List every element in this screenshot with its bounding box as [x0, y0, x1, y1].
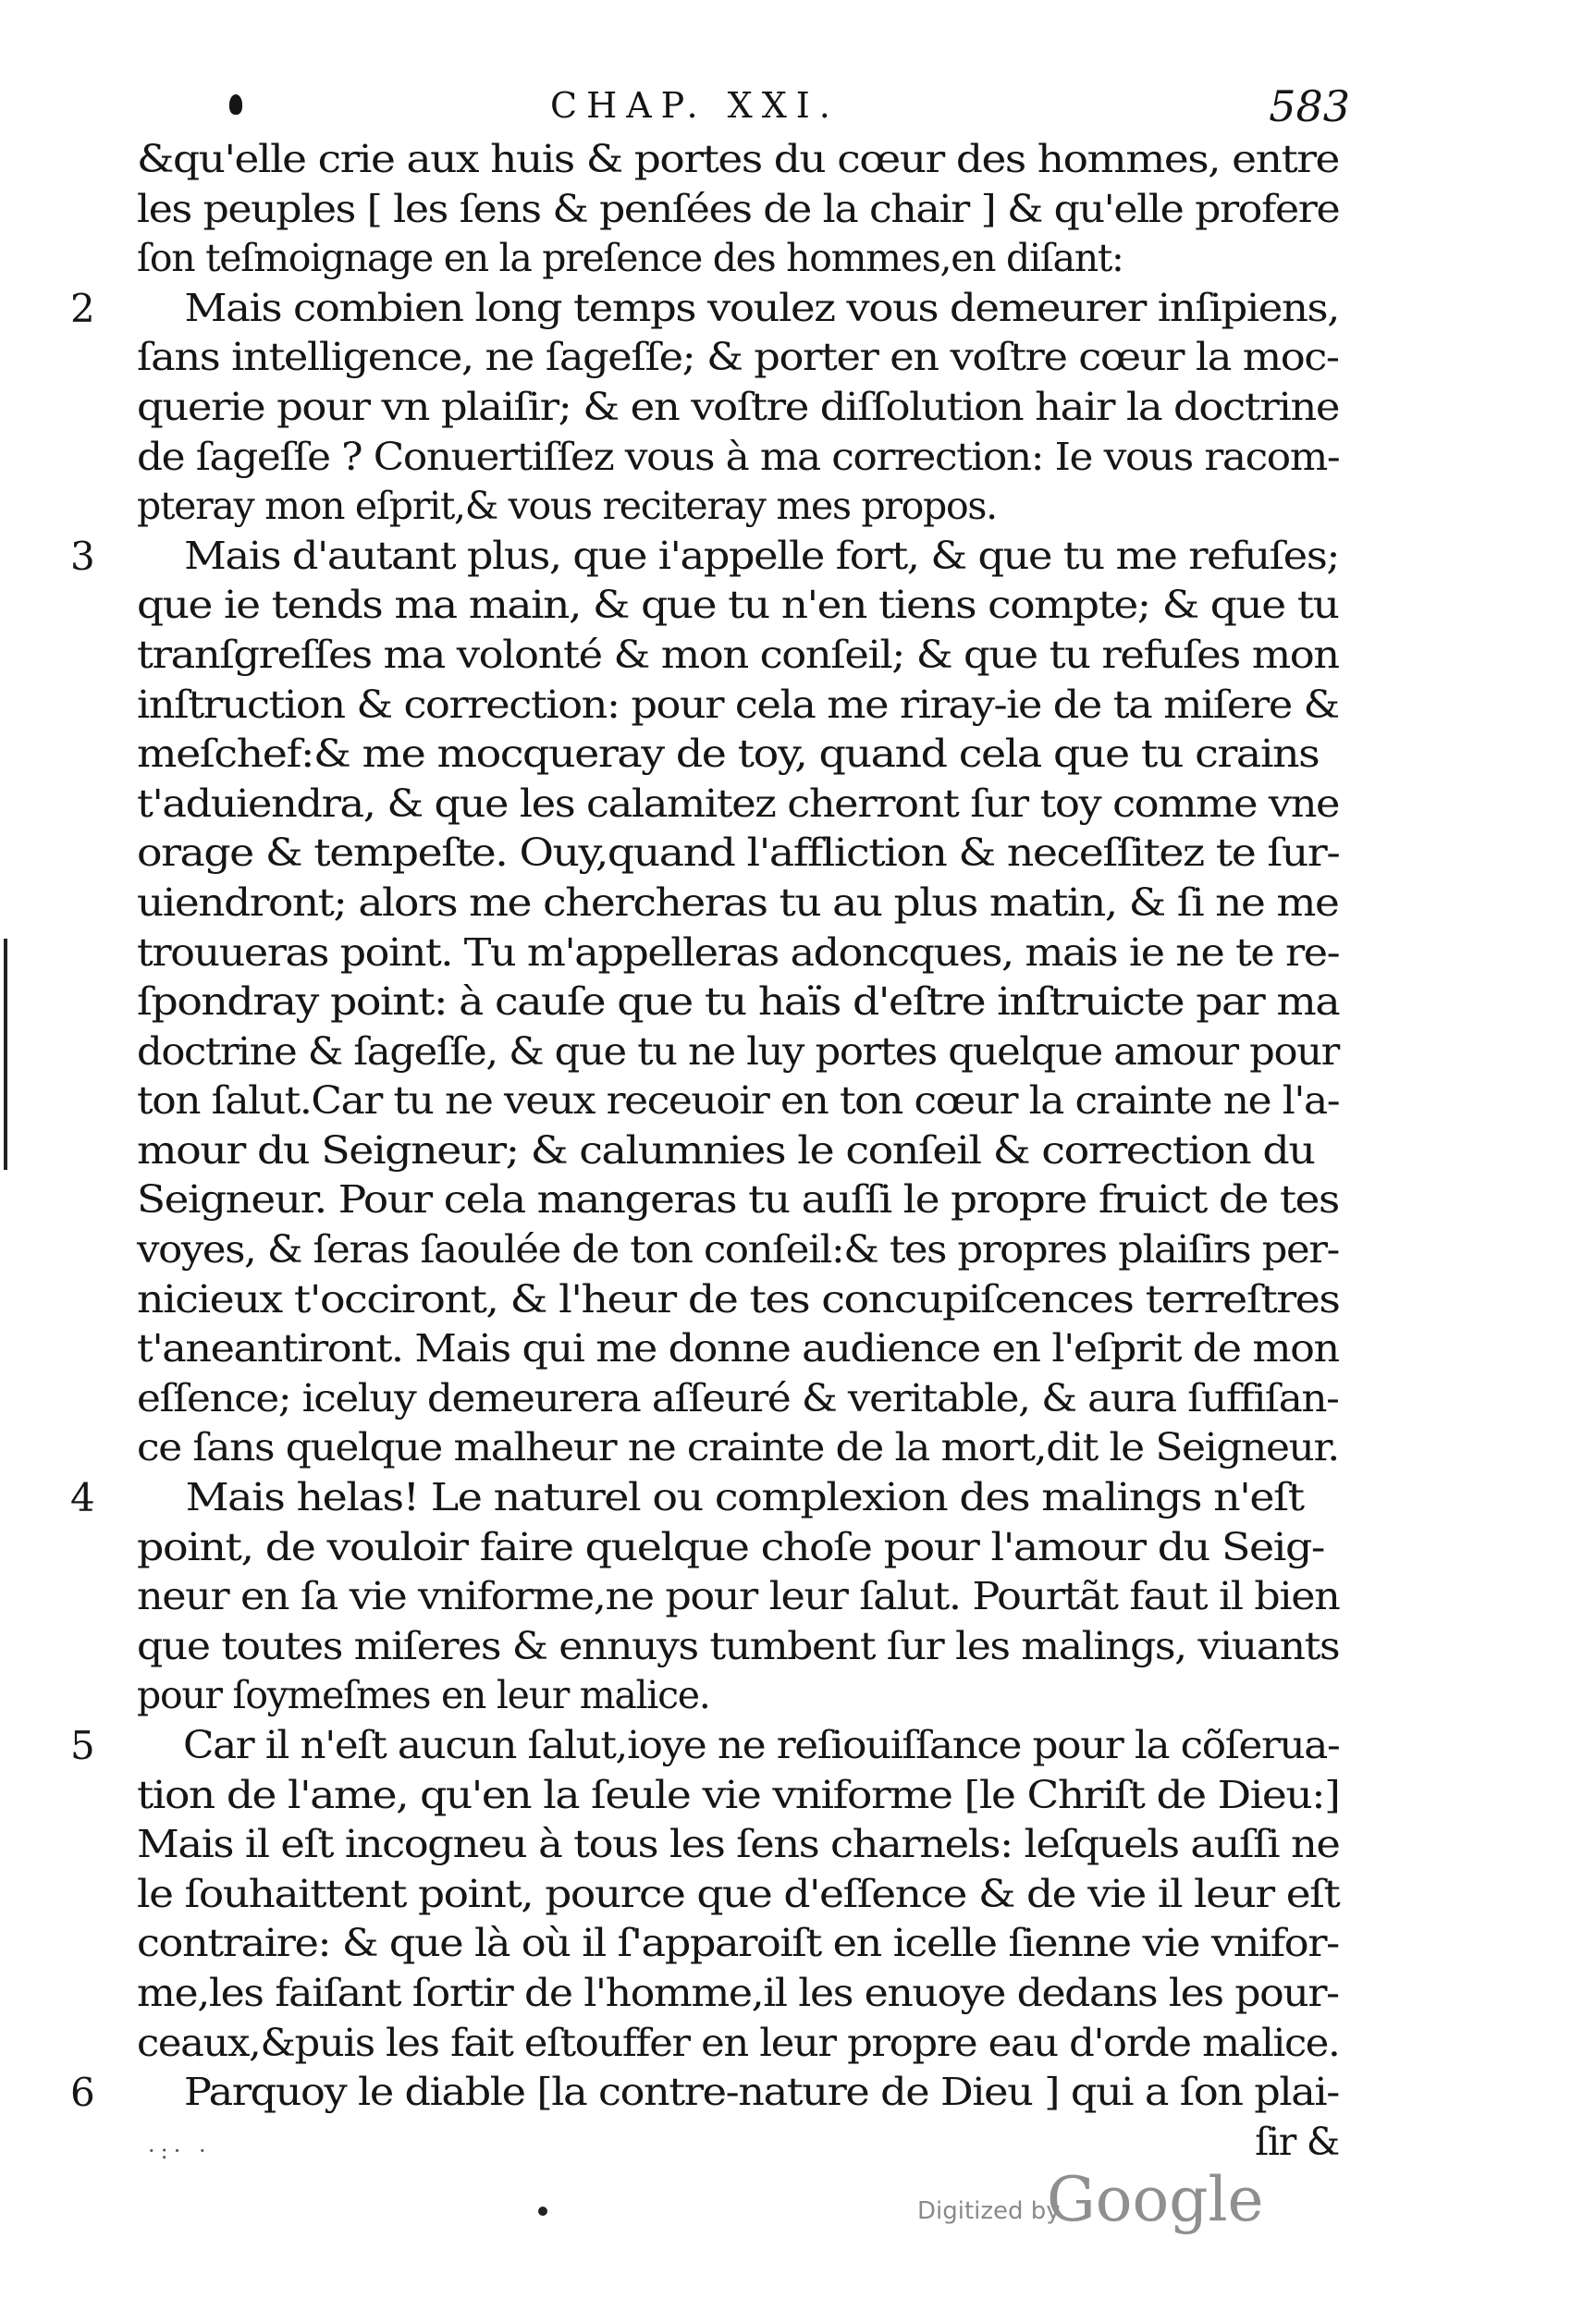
watermark-prefix: Digitized by — [917, 2197, 1061, 2225]
text-line — [137, 978, 1339, 1027]
line-text: meſchef:& me mocqueray de toy, quand cela que tu crains — [137, 732, 1320, 777]
line-text: nicieux t'occiront, & l'heur de tes concupiſcences terreſtres — [137, 1276, 1340, 1322]
line-text: tion de l'ame, qu'en la ſeule vie vniforme [le Chriſt de Dieu:] — [137, 1772, 1340, 1817]
text-line — [137, 631, 1339, 681]
text-line — [137, 1076, 1339, 1126]
text-line — [137, 234, 1339, 284]
verse-number: 5 — [70, 1723, 95, 1768]
page-edge-mark — [4, 939, 7, 1170]
text-line — [137, 581, 1339, 631]
line-text: ſpondray point: à cauſe que tu haïs d'eſtre inſtruicte par ma — [137, 979, 1340, 1025]
ink-dot — [538, 2207, 547, 2216]
text-line — [137, 1820, 1339, 1870]
text-line — [137, 1324, 1339, 1374]
text-line — [137, 185, 1339, 235]
line-text: t'aneantiront. Mais qui me donne audience en l'eſprit de mon — [137, 1326, 1339, 1371]
text-line — [137, 333, 1339, 383]
header-ornament — [229, 94, 242, 115]
text-line — [137, 383, 1339, 433]
verse-number: 2 — [70, 285, 95, 331]
text-line — [137, 829, 1339, 879]
text-line — [70, 284, 1340, 334]
line-text: que toutes miſeres & ennuys tumbent ſur les malings, viuants — [137, 1623, 1340, 1668]
line-text: que ie tends ma main, & que tu n'en tiens compte; & que tu — [137, 583, 1339, 628]
text-line — [137, 1523, 1339, 1573]
text-line — [137, 1671, 1339, 1721]
line-text: uiendront; alors me chercheras tu au plus matin, & ſi ne me — [137, 879, 1339, 925]
text-line — [137, 1969, 1339, 2019]
line-text: pteray mon eſprit,& vous reciteray mes propos. — [137, 484, 997, 529]
line-text: voyes, & ſeras ſaoulée de ton conſeil:& tes propres plaiſirs per- — [137, 1227, 1339, 1273]
text-line — [137, 1622, 1339, 1672]
line-text: neur en ſa vie vniforme,ne pour leur ſalut. Pourtãt faut il bien — [137, 1574, 1340, 1619]
text-line — [137, 1919, 1339, 1969]
watermark-brand: Google — [1047, 2164, 1264, 2235]
text-line — [137, 879, 1339, 928]
verse-number: 3 — [70, 533, 95, 579]
text-line — [137, 1423, 1339, 1473]
line-text: tranſgreſſes ma volonté & mon conſeil; & que tu refuſes mon — [137, 632, 1339, 677]
body-text — [70, 135, 1340, 2167]
catchword: ſir & — [1255, 2119, 1339, 2164]
verse-number: 4 — [70, 1475, 95, 1521]
text-line — [137, 135, 1339, 185]
line-text: Seigneur. Pour cela mangeras tu auſſi le propre fruict de tes — [137, 1177, 1339, 1223]
line-text: eſſence; iceluy demeurera aſſeuré & veritable, & aura ſuffiſan- — [137, 1375, 1339, 1420]
text-line — [137, 1275, 1339, 1325]
line-text: ſans intelligence, ne ſageſſe; & porter en voſtre cœur la moc- — [137, 335, 1339, 380]
text-line — [137, 1225, 1339, 1275]
line-text: querie pour vn plaiſir; & en voſtre diſſolution hair la doctrine — [137, 384, 1340, 429]
line-text: ton ſalut.Car tu ne veux receuoir en ton cœur la crainte ne l'a- — [137, 1078, 1340, 1124]
running-header — [185, 81, 1350, 133]
line-text: ce ſans quelque malheur ne crainte de la mort,dit le Seigneur. — [137, 1425, 1339, 1470]
line-text: t'aduiendra, & que les calamitez cherront ſur toy comme vne — [137, 781, 1340, 826]
ink-specks: ·:· · — [148, 2138, 212, 2164]
line-text: trouueras point. Tu m'appelleras adoncques, mais ie ne te re- — [137, 929, 1340, 975]
line-text: mour du Seigneur; & calumnies le conſeil & correction du — [137, 1127, 1315, 1173]
text-line — [137, 433, 1339, 483]
text-line — [70, 1473, 1339, 1523]
text-line — [137, 1374, 1339, 1424]
text-line — [137, 482, 1339, 532]
text-line — [70, 532, 1339, 582]
text-line — [70, 1721, 1340, 1771]
line-text: inſtruction & correction: pour cela me riray-ie de ta miſere & — [137, 682, 1339, 727]
text-line — [137, 1126, 1339, 1176]
line-text: Parquoy le diable [la contre-nature de Dieu ] qui a ſon plai- — [137, 2070, 1339, 2115]
chapter-heading: CHAP. XXI. — [550, 85, 840, 126]
page-number: 583 — [1269, 81, 1350, 131]
verse-number: 6 — [70, 2070, 95, 2116]
line-text: contraire: & que là où il ſ'apparoiſt en icelle ſienne vie vnifor- — [137, 1921, 1339, 1966]
line-text: doctrine & ſageſſe, & que tu ne luy portes quelque amour pour — [137, 1028, 1339, 1074]
line-text: le ſouhaittent point, pource que d'eſſence & de vie il leur eſt — [137, 1871, 1340, 1916]
text-line — [70, 2068, 1339, 2118]
line-text: les peuples [ les ſens & penſées de la chair ] & qu'elle profere — [137, 186, 1340, 231]
line-text: point, de vouloir faire quelque choſe pour l'amour du Seig- — [137, 1524, 1324, 1569]
text-line — [137, 2019, 1339, 2069]
line-text: ſon teſmoignage en la preſence des hommes,en diſant: — [137, 236, 1123, 281]
line-text: &qu'elle crie aux huis & portes du cœur des hommes, entre — [137, 137, 1340, 181]
line-text: ceaux,&puis les fait eſtouffer en leur propre eau d'orde malice. — [137, 2020, 1340, 2065]
text-line — [137, 1027, 1339, 1077]
catchword-line — [137, 2118, 1339, 2168]
line-text: Mais il eſt incogneu à tous les ſens charnels: leſquels auſſi ne — [137, 1822, 1340, 1867]
text-line — [137, 1771, 1339, 1821]
text-line — [137, 1870, 1339, 1920]
line-text: Mais helas! Le naturel ou complexion des malings n'eſt — [137, 1475, 1304, 1520]
line-text: Mais d'autant plus, que i'appelle fort, & que tu me refuſes; — [137, 533, 1339, 578]
line-text: me,les faiſant ſortir de l'homme,il les enuoye dedans les pour- — [137, 1970, 1339, 2015]
text-line — [137, 1572, 1339, 1622]
line-text: Mais combien long temps voulez vous demeurer inſipiens, — [137, 285, 1340, 330]
text-line — [137, 730, 1339, 780]
line-text: de ſageſſe ? Conuertiſſez vous à ma correction: Ie vous racom- — [137, 434, 1340, 479]
text-line — [137, 928, 1339, 978]
line-text: orage & tempeſte. Ouy,quand l'affliction & neceſſitez te ſur- — [137, 830, 1340, 876]
line-text: pour ſoymeſmes en leur malice. — [137, 1673, 710, 1718]
line-text: Car il n'eſt aucun ſalut,ioye ne reſiouiſſance pour la cõſerua- — [137, 1723, 1340, 1767]
text-line — [137, 780, 1339, 830]
text-line — [137, 1175, 1339, 1225]
text-line — [137, 681, 1339, 731]
